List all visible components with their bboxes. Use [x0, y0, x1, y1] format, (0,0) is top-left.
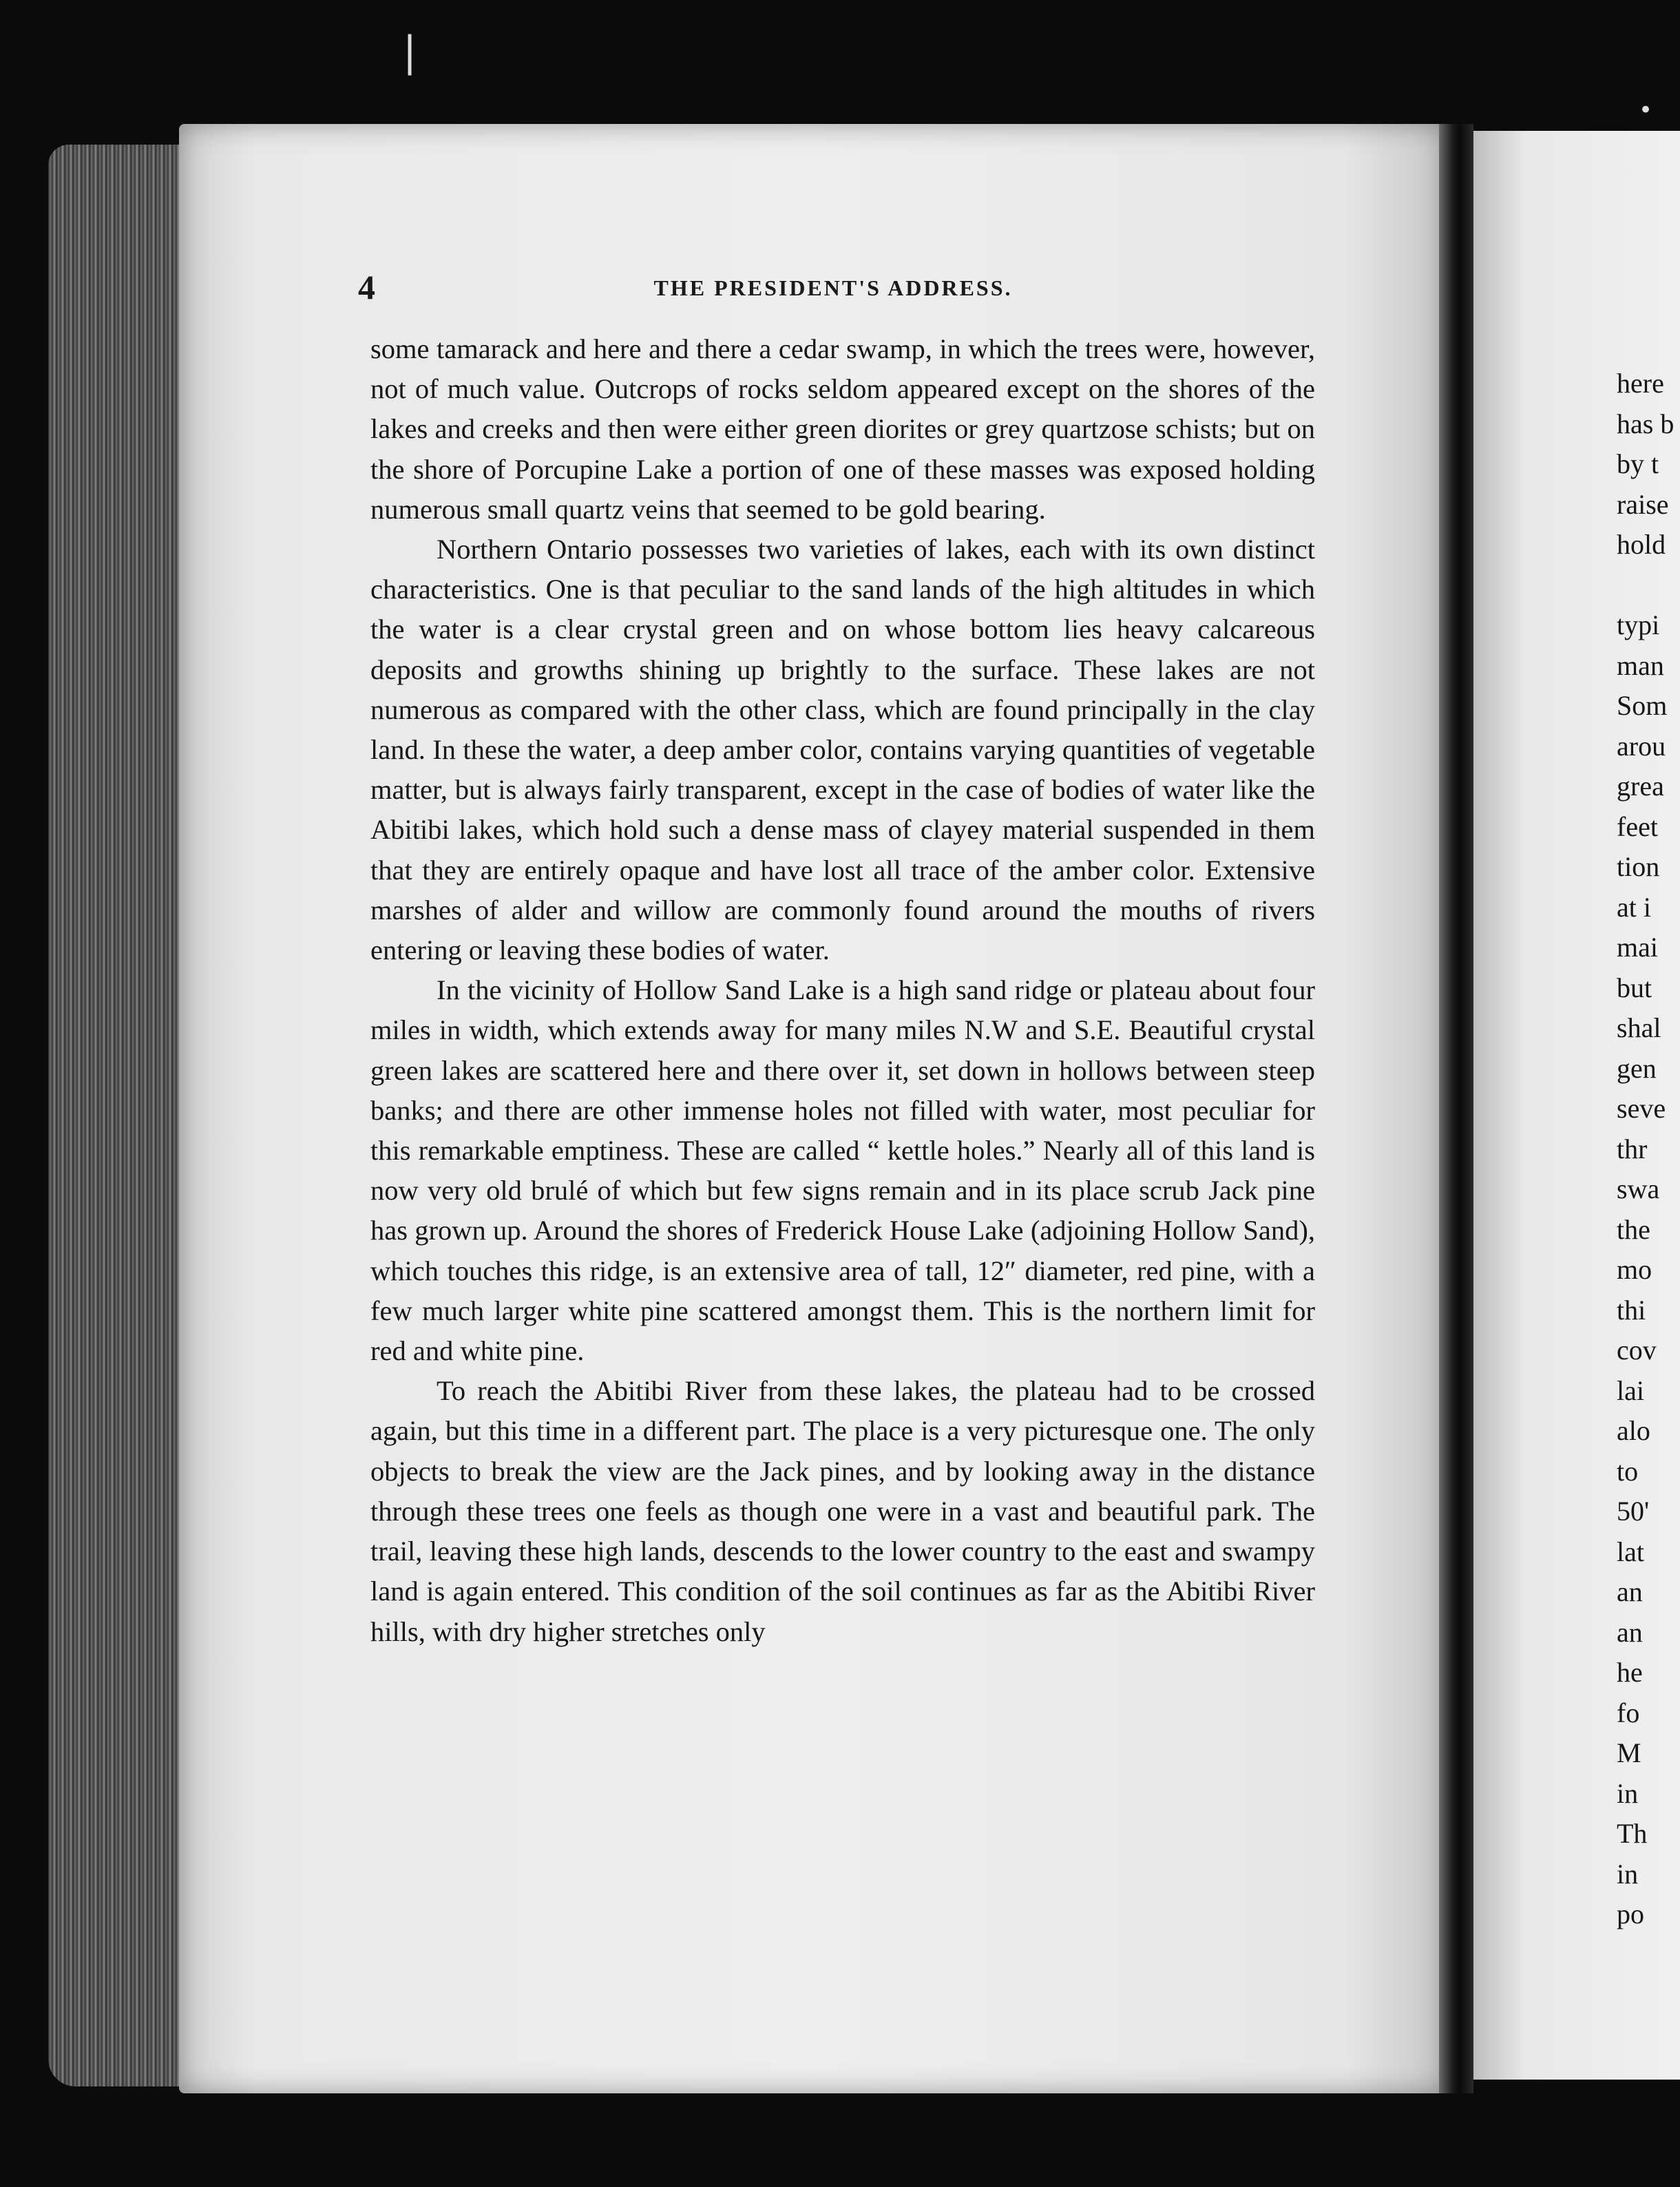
book-gutter [1439, 124, 1473, 2093]
right-page-fragment: typi [1617, 609, 1660, 640]
right-page-fragment: seve [1617, 1093, 1666, 1124]
right-page-text-fragments [1617, 364, 1680, 1935]
running-head: THE PRESIDENT'S ADDRESS. [653, 275, 1013, 300]
right-page-fragment: 50' [1617, 1496, 1650, 1527]
paragraph: some tamarack and here and there a cedar swamp, in which the trees were, however, not of much value. Outcrops of rocks seldom appeared except on the shores of the lakes and creeks and then were either green diorites or grey quartzose schists; but on the shore of Porcupine Lake a portion of one of these masses was exposed holding numerous small quartz veins that seemed to be gold bearing. [370, 333, 1315, 525]
right-page-fragment: shal [1617, 1012, 1661, 1043]
right-page-fragment: in [1617, 1858, 1639, 1890]
right-page-fragment: fo [1617, 1697, 1640, 1728]
paragraph: In the vicinity of Hollow Sand Lake is a high sand ridge or plateau about four miles in width, which extends away for many miles N.W and S.E. Beautiful crystal green lakes are scattered here and there over it, set down in hollows between steep banks; and there are other immense holes not filled with water, most peculiar for this remarkable emptiness. These are called “ kettle holes.” Nearly all of this land is now very old brulé of which but few signs remain and in its place scrub Jack pine has grown up. Around the shores of Frederick House Lake (adjoining Hollow Sand), which touches this ridge, is an extensive area of tall, 12″ diameter, red pine, with a few much larger white pine scattered amongst them. This is the northern limit for red and white pine. [370, 974, 1315, 1367]
right-page-fragment: feet [1617, 810, 1658, 842]
right-page-fragment: thi [1617, 1294, 1646, 1326]
right-page-fragment: raise [1617, 488, 1669, 520]
right-page-fragment: has b [1617, 408, 1674, 439]
scan-speck: • [1639, 96, 1653, 124]
right-page-fragment: thr [1617, 1133, 1648, 1164]
right-page-fragment: at i [1617, 891, 1651, 923]
right-page-fragment: an [1617, 1576, 1643, 1607]
right-page-fragment: but [1617, 972, 1652, 1003]
right-page-fragment: po [1617, 1898, 1644, 1929]
right-page-fragment: an [1617, 1616, 1643, 1648]
paragraph: Northern Ontario possesses two varieties of lakes, each with its own distinct characteristics. One is that peculiar to the sand lands of the high altitudes in which the water is a clear crystal green and on whose bottom lies heavy calcareous deposits and growths shining up brightly to the surface. These lakes are not numerous as compared with the other class, which are found principally in the clay land. In these the water, a deep amber color, contains varying quantities of vegetable matter, but is always fairly transparent, except in the case of bodies of water like the Abitibi lakes, which hold such a dense mass of clayey material suspended in them that they are entirely opaque and have lost all trace of the amber color. Extensive marshes of alder and willow are commonly found around the mouths of rivers entering or leaving these bodies of water. [370, 534, 1315, 966]
right-page-fragment: Th [1617, 1818, 1648, 1849]
right-page-fragment: by t [1617, 448, 1659, 479]
right-page-fragment: to [1617, 1455, 1639, 1487]
paragraph: To reach the Abitibi River from these lakes, the plateau had to be crossed again, but this time in a different part. The place is a very picturesque one. The only objects to break the view are the Jack pines, and by looking away in the distance through these trees one feels as though one were in a vast and beautiful park. The trail, leaving these high lands, descends to the lower country to the east and swampy land is again entered. This condition of the soil continues as far as the Abitibi River hills, with dry higher stretches only [370, 1375, 1315, 1647]
right-page-fragment: here [1617, 368, 1664, 399]
right-page-fragment: swa [1617, 1173, 1660, 1204]
right-page-fragment: mo [1617, 1254, 1652, 1285]
page-number: 4 [358, 268, 375, 306]
right-page-fragment: arou [1617, 730, 1666, 762]
right-page-fragment [1617, 565, 1680, 606]
right-page-fragment: lai [1617, 1374, 1644, 1406]
right-page-fragment: he [1617, 1657, 1643, 1688]
right-page-fragment: lat [1617, 1536, 1644, 1567]
right-page-fragment: alo [1617, 1415, 1650, 1446]
right-page-fragment: cov [1617, 1335, 1657, 1365]
right-page-fragment: hold [1617, 529, 1666, 560]
page-header [358, 267, 1308, 308]
right-page-fragment: tion [1617, 851, 1660, 882]
right-page-fragment: gen [1617, 1052, 1657, 1084]
right-page-fragment: in [1617, 1777, 1639, 1809]
right-page-fragment: grea [1617, 771, 1664, 802]
scan-speck: ❘ [392, 28, 428, 76]
body-text [370, 329, 1315, 1652]
right-page-fragment: Som [1617, 690, 1668, 721]
right-page-fragment: M [1617, 1737, 1641, 1768]
right-page-fragment: man [1617, 649, 1664, 681]
right-page-fragment: the [1617, 1213, 1650, 1245]
right-page-fragment: mai [1617, 932, 1658, 963]
